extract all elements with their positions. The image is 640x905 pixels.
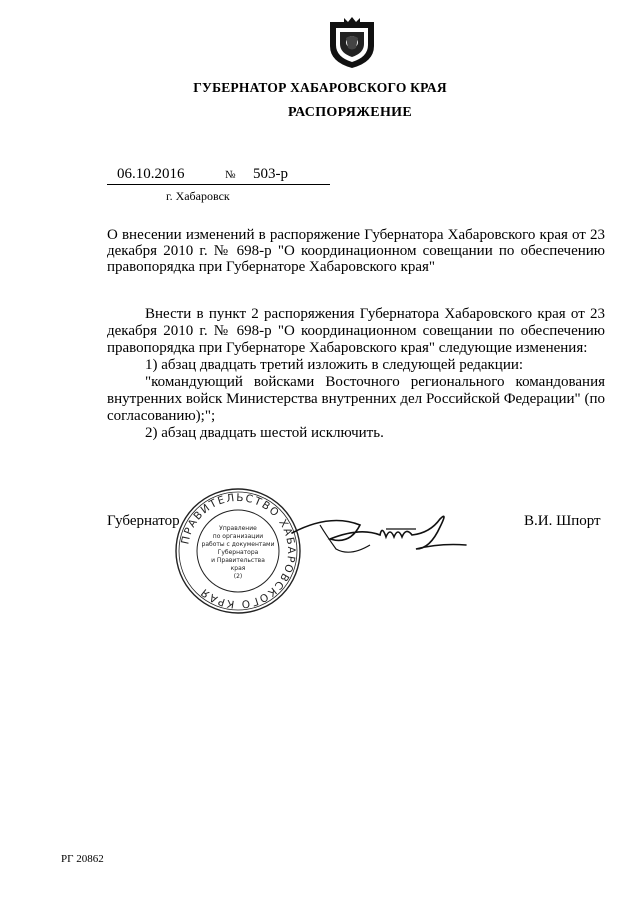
emblem-icon bbox=[326, 16, 378, 70]
svg-text:по организации: по организации bbox=[212, 533, 264, 540]
svg-text:ПРАВИТЕЛЬСТВО ХАБАРОВСКОГО КРА: ПРАВИТЕЛЬСТВО ХАБАРОВСКОГО КРАЯ bbox=[179, 491, 298, 611]
document-body bbox=[107, 306, 605, 442]
signature-icon bbox=[290, 505, 470, 565]
body-paragraph-3: "командующий войсками Восточного регионального командования внутренних войск Министерства внутренних дел Российской Федерации" (по согласованию);"; bbox=[107, 374, 605, 424]
signatory-title: Губернатор bbox=[107, 513, 180, 529]
body-paragraph-1: Внести в пункт 2 распоряжения Губернатора Хабаровского края от 23 декабря 2010 г. № 698-р "О координационном совещании по обеспечению правопорядка при Губернаторе Хабаровского края" следующие изменения: bbox=[107, 306, 605, 356]
signatory-name: В.И. Шпорт bbox=[524, 513, 601, 529]
city: г. Хабаровск bbox=[166, 189, 230, 203]
registration-underline bbox=[107, 184, 330, 185]
svg-text:и Правительства: и Правительства bbox=[211, 557, 265, 564]
footer-code: РГ 20862 bbox=[61, 853, 104, 865]
svg-text:края: края bbox=[230, 565, 246, 572]
coat-of-arms-emblem bbox=[326, 16, 378, 70]
official-seal-stamp bbox=[173, 486, 303, 616]
seal-icon bbox=[173, 486, 303, 616]
handwritten-signature bbox=[290, 505, 470, 565]
registration-line bbox=[107, 166, 330, 188]
number-sign: № bbox=[225, 169, 236, 181]
org-title: ГУБЕРНАТОР ХАБАРОВСКОГО КРАЯ bbox=[193, 80, 447, 95]
document-subject: О внесении изменений в распоряжение Губернатора Хабаровского края от 23 декабря 2010 г. № 698-р "О координационном совещании по обеспечению правопорядка при Губернаторе Хабаровского края" bbox=[107, 227, 605, 275]
body-paragraph-2: 1) абзац двадцать третий изложить в следующей редакции: bbox=[145, 357, 524, 373]
document-type: РАСПОРЯЖЕНИЕ bbox=[288, 105, 412, 120]
document-date: 06.10.2016 bbox=[117, 166, 185, 182]
svg-text:Губернатора: Губернатора bbox=[217, 549, 259, 556]
document-number: 503-р bbox=[253, 166, 288, 182]
svg-text:(2): (2) bbox=[233, 573, 243, 580]
body-paragraph-4: 2) абзац двадцать шестой исключить. bbox=[145, 425, 384, 441]
svg-text:Управление: Управление bbox=[219, 525, 257, 532]
svg-text:работы с документами: работы с документами bbox=[201, 541, 275, 548]
